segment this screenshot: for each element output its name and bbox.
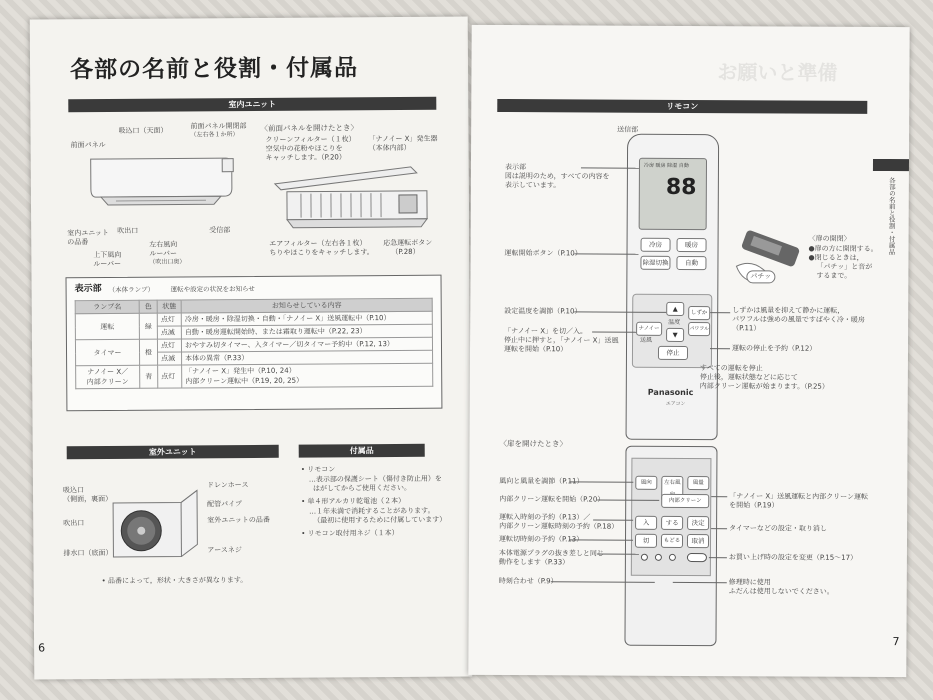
display-panel-box (66, 275, 443, 412)
powerful-button[interactable]: パワフル (688, 322, 710, 336)
outdoor-model: 室外ユニットの品番 (207, 515, 270, 525)
label-nanoe: 「ナノイー X」を切／入。 (504, 327, 588, 336)
emergency-page-ref: （P.28） (391, 247, 420, 257)
leader-line (581, 167, 639, 168)
display-title: 表示部 (74, 284, 102, 295)
timer-off-button[interactable]: 切 (635, 534, 657, 548)
lid-text1: ●扉の方に開閉する。 (808, 244, 878, 253)
open-timer-on2: 内部クリーン運転時刻の予約（P.18） (499, 522, 619, 531)
outdoor-suikomi2: （側面，裏面） (63, 494, 113, 504)
leader-line (593, 520, 633, 521)
timer-on-button[interactable]: 入 (635, 516, 657, 530)
lamp-color: 緑 (139, 313, 157, 339)
open-timer-r: タイマーなどの設定・取り消し (729, 524, 827, 533)
label-send: 送信部 (617, 125, 639, 134)
remote-bar: リモコン (497, 99, 867, 114)
lid-caption: 〈扉の開閉〉 (808, 234, 851, 243)
leader-line (710, 312, 730, 313)
label-stop: すべての運転を停止 (699, 364, 763, 373)
open-caption: 〈扉を開けたとき〉 (499, 439, 568, 449)
display-note: 運転や設定の状況をお知らせ (170, 284, 255, 294)
outdoor-fukidashi: 吹出口 (63, 519, 85, 528)
remote-lcd (639, 158, 707, 230)
acc-remote: • リモコン (300, 465, 336, 474)
label-panel-open-sub: （左右各１か所） (190, 131, 239, 139)
th-content: お知らせしている内容 (181, 298, 432, 313)
leader-line (574, 311, 666, 312)
open-nanoe-r: 「ナノイー X」送風運転と内部クリーン運転 (729, 492, 869, 501)
label-jukou: 受信部 (209, 226, 231, 235)
leader-line (592, 331, 636, 332)
leader-line (575, 253, 639, 254)
lid-text4: するまで。 (816, 271, 852, 280)
leader-line (711, 528, 727, 529)
outdoor-unit-illustration (111, 488, 202, 561)
side-tab-marker (873, 159, 909, 171)
temp-label: 温度 (668, 318, 681, 326)
internal-clean-button[interactable]: 内部クリーン (661, 494, 709, 508)
label-leftright: 左右風向 (149, 240, 178, 249)
label-updown: 上下風向 (93, 250, 122, 260)
indoor-unit-bar: 室内ユニット (68, 97, 436, 113)
heat-button[interactable]: 暖房 (677, 238, 707, 252)
label-front-panel: 前面パネル (70, 141, 106, 150)
brand-logo: Panasonic (647, 387, 694, 398)
acc-battery-note2: （最初に使用するために付属しています） (313, 515, 447, 525)
clean-filter-desc: 空気中の花粉やほこりを (265, 144, 343, 153)
auto-button[interactable]: 自動 (676, 256, 706, 270)
outdoor-earth: アースネジ (207, 546, 242, 555)
clock-hole-icon[interactable] (655, 554, 662, 561)
emergency-button-label: 応急運転ボタン (383, 238, 433, 248)
open-buy: お買い上げ時の設定を変更（P.15～17） (728, 553, 858, 562)
page-title: 各部の名前と役割・付属品 (69, 55, 359, 84)
cool-button[interactable]: 冷房 (641, 238, 671, 252)
label-stop3: 内部クリーン運転が始まります。（P.25） (699, 382, 829, 391)
panel-caption: 〈前面パネルを開けたとき〉 (260, 123, 358, 133)
open-timer-on: 運転入時刻の予約（P.13）／ (499, 513, 591, 522)
open-clock: 時刻合わせ（P.9） (498, 577, 558, 586)
fan-speed-button[interactable]: 風量 (687, 476, 709, 490)
air-filter-desc: ちりやほこりをキャッチします。 (269, 248, 374, 257)
label-nanoe3: 運転を開始（P.10） (503, 345, 568, 354)
sofu-label: 送風 (640, 336, 653, 344)
label-nanoe2: 停止中に押すと，「ナノイー X」送風 (504, 336, 619, 345)
suru-button[interactable]: する (661, 516, 683, 530)
sub-brand: エアコン (665, 400, 686, 407)
open-nanoe-r2: を開始（P.19） (729, 501, 779, 510)
label-panel-open: 前面パネル開閉部 (190, 122, 247, 131)
open-timer-off: 運転切時刻の予約（P.13） (498, 535, 584, 544)
acc-remote-note2: はがしてからご使用ください。 (312, 483, 412, 493)
lamp-state: 点灯 (158, 365, 182, 388)
open-plug2: 動作をします（P.33） (498, 558, 570, 567)
leader-line (597, 554, 639, 555)
lamp-name: ナノイー X／ (87, 367, 129, 377)
stop-button[interactable]: 停止 (658, 346, 688, 360)
label-leftright2: ルーバー (149, 249, 178, 258)
nanoe-generator-label: 「ナノイー X」発生器 (368, 134, 438, 144)
label-shizuka2: パワフルは強めの風量ですばやく冷・暖房 (732, 315, 865, 324)
label-indoor-name: 室内ユニット (67, 228, 109, 238)
lamp-table (75, 298, 434, 389)
leader-line (597, 500, 659, 501)
label-display2: 図は説明のため，すべての内容を (504, 172, 610, 181)
lamp-name2: 内部クリーン (86, 377, 129, 387)
outdoor-drain: ドレンホース (206, 481, 249, 490)
label-stop2: 停止後，運転状態などに応じて (699, 373, 798, 382)
leader-line (551, 581, 655, 583)
page-number: 7 (892, 635, 900, 649)
ghost-heading: お願いと準備 (717, 60, 838, 85)
label-display: 表示部 (504, 163, 526, 172)
side-tab: 各部の名前と役割・付属品 (887, 177, 896, 256)
cancel-button[interactable]: 取消 (687, 534, 709, 548)
label-updown2: ルーバー (93, 259, 122, 269)
acc-battery-note: …１年未満で消耗することがあります。 (309, 506, 435, 516)
lcd-modes: 冷房 暖房 除湿 自動 (643, 162, 689, 169)
outdoor-note: • 品番によって，形状・大きさが異なります。 (101, 576, 248, 586)
lamp-state: 点灯 (157, 313, 181, 326)
lamp-color: 橙 (139, 339, 157, 365)
air-filter-label: エアフィルター（左右各１枚） (269, 239, 367, 248)
table-row (76, 363, 433, 388)
label-display3: 表示しています。 (504, 181, 561, 190)
repair-hole-icon[interactable] (669, 554, 676, 561)
dry-button[interactable]: 除湿切換 (640, 256, 670, 270)
lamp-name: 運転 (75, 313, 139, 339)
label-fukidashi: 吹出口 (117, 226, 139, 235)
right-page (468, 25, 909, 677)
back-button[interactable]: もどる (661, 534, 683, 548)
acc-battery: • 単４形アルカリ乾電池（２本） (301, 496, 406, 506)
open-repair2: ふだんは使用しないでください。 (728, 587, 834, 596)
lamp-content: おやすみ切タイマー、入タイマー／切タイマー予約中（P.12, 13） (181, 337, 432, 352)
open-panel-illustration (271, 165, 439, 236)
acc-remote-note: …表示部の保護シート（傷付き防止用）を (308, 474, 442, 484)
pachi-bubble: パチッ (746, 270, 775, 283)
lamp-content: 「ナノイー X」発生中（P.10, 24） (185, 366, 296, 376)
th-state: 状態 (157, 300, 181, 313)
acc-screw: • リモコン取付用ネジ（１本） (301, 528, 399, 538)
lamp-state: 点灯 (157, 339, 181, 352)
decide-button[interactable]: 決定 (687, 516, 709, 530)
shizuka-button[interactable]: しずか (688, 306, 710, 320)
lamp-state: 点滅 (158, 352, 182, 365)
display-sub: （本体ランプ） (108, 285, 155, 294)
label-start: 運転開始ボタン（P.10） (504, 249, 582, 258)
lr-direction-button[interactable]: 左右風向 (661, 476, 683, 502)
clean-filter-label: クリーンフィルター（１枚） (265, 135, 356, 144)
temp-down-button[interactable]: ▼ (666, 328, 684, 342)
nanoe-generator-sub: （本体内部） (368, 143, 411, 153)
outdoor-unit-bar: 室外ユニット (67, 445, 279, 459)
clean-filter-desc2: キャッチします。（P.20） (265, 153, 346, 162)
open-fan: 風向と風量を調節（P.11） (499, 477, 584, 486)
label-leftright3: （吹出口奥） (149, 258, 186, 266)
leader-line (710, 348, 730, 349)
lcd-temp: 88 (665, 174, 697, 201)
temp-up-button[interactable]: ▲ (666, 302, 684, 316)
label-off-timer: 運転の停止を予約（P.12） (731, 344, 817, 353)
lamp-content: 自動・暖房運転開始時、または霜取り運転中（P.22, 23） (181, 324, 432, 339)
lamp-content: 本体の異常（P.33） (182, 350, 433, 365)
label-shizuka3: （P.11） (732, 324, 761, 333)
indoor-unit-illustration (86, 148, 236, 209)
open-clean: 内部クリーン運転を開始（P.20） (499, 495, 605, 504)
outdoor-suikomi: 吸込口 (62, 486, 85, 495)
lamp-content: 冷房・暖房・除湿切換・自動・「ナノイー X」送風運転中（P.10） (181, 311, 432, 326)
lamp-content2: 内部クリーン運転中（P.19, 20, 25） (185, 376, 304, 386)
leader-line (711, 496, 727, 497)
lid-text3: 「パチッ」と音が (816, 262, 873, 271)
label-suikomi: 吸込口（天面） (118, 126, 168, 135)
accessories-bar: 付属品 (299, 444, 425, 458)
label-temp: 設定温度を調節（P.10） (504, 307, 582, 316)
th-color: 色 (139, 300, 157, 313)
lamp-name: タイマー (75, 339, 139, 365)
lamp-color: 青 (140, 365, 158, 388)
outdoor-haisui: 排水口（底面） (63, 548, 113, 558)
lamp-state: 点滅 (157, 326, 181, 339)
th-lamp: ランプ名 (75, 300, 139, 313)
leader-line (709, 557, 727, 558)
outdoor-pipe: 配管パイプ (207, 500, 242, 509)
reset-hole-icon[interactable] (641, 554, 648, 561)
settings-oval-button[interactable] (687, 553, 707, 562)
fan-direction-button[interactable]: 風向 (635, 476, 657, 490)
left-page (30, 16, 473, 679)
open-plug: 本体電源プラグの抜き差しと同じ (498, 549, 604, 558)
label-shizuka: しずかは風量を抑えて静かに運転， (732, 306, 845, 315)
nanoe-button[interactable]: ナノイー (636, 322, 662, 336)
open-repair: 修理時に使用 (728, 578, 771, 587)
page-number: 6 (38, 641, 46, 655)
outlet-icon (222, 158, 234, 172)
label-indoor-name2: の品番 (67, 238, 89, 247)
lid-text2: ●閉じるときは， (808, 253, 864, 262)
